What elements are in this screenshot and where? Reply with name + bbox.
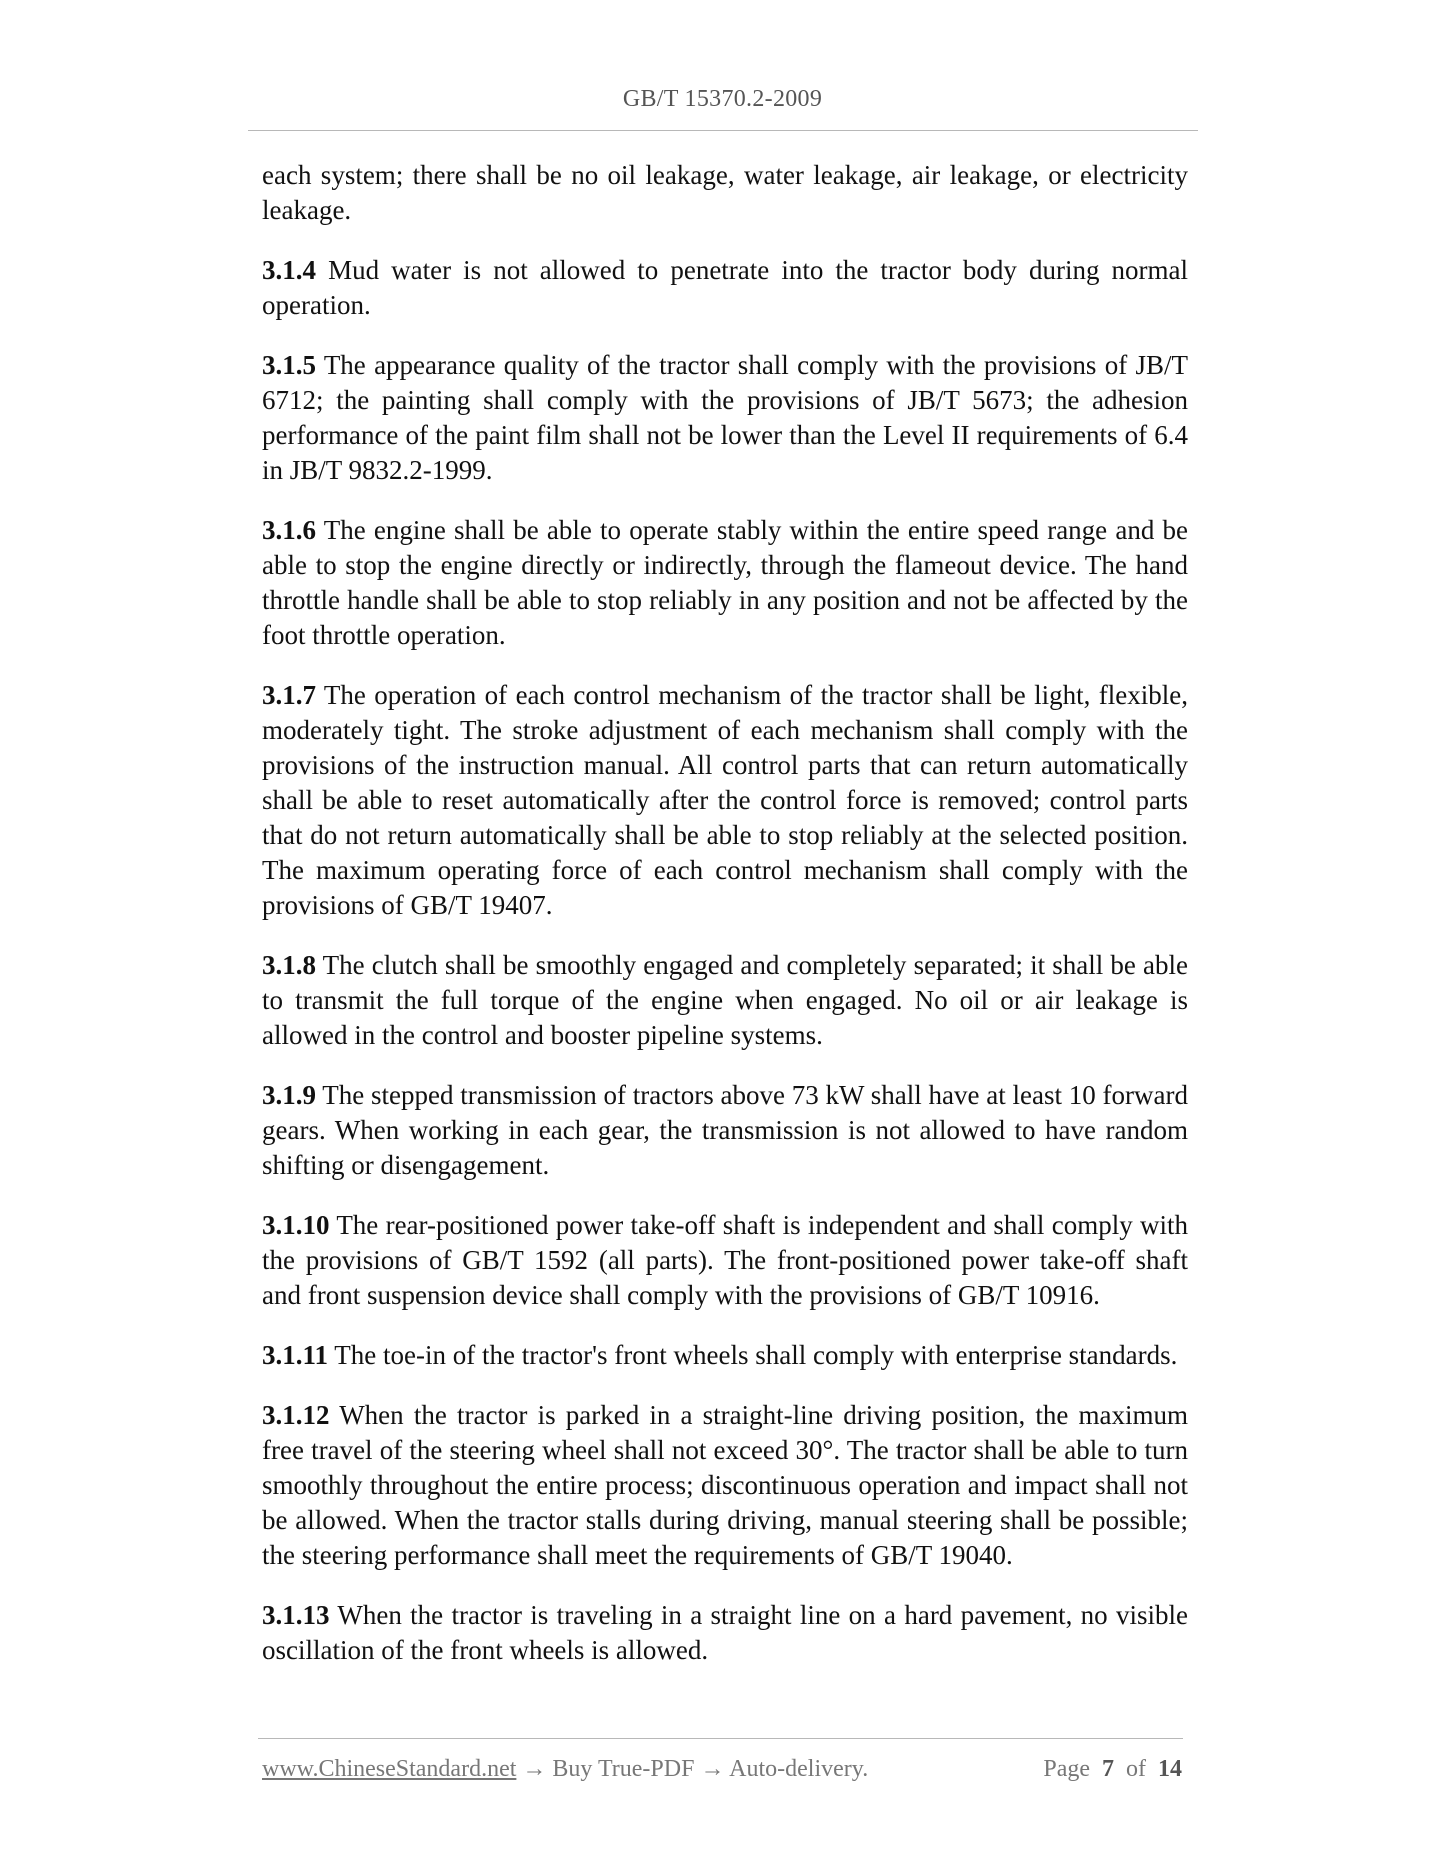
clause-text: When the tractor is traveling in a straight line on a hard pavement, no visible oscillation of the front wheels is allowed. [262,1600,1189,1665]
clause-text: The stepped transmission of tractors above 73 kW shall have at least 10 forward gears. When working in each gear, the transmission is not allowed to have random shifting or disengagement. [262,1080,1188,1180]
document-header-title: GB/T 15370.2-2009 [622,86,823,112]
clause-text: The clutch shall be smoothly engaged and completely separated; it shall be able to transmit the full torque of the engine when engaged. No oil or air leakage is allowed in the control and booster pipeline systems. [262,950,1189,1050]
paragraph-continuation [262,158,1188,228]
page-indicator [1043,1756,1182,1783]
clause-3-1-12 [262,1398,1188,1573]
header-divider [248,130,1198,131]
clause-3-1-7 [262,678,1188,923]
arrow-right-icon: → [700,1756,725,1782]
clause-text: The operation of each control mechanism of the tractor shall be light, flexible, moderately tight. The stroke adjustment of each mechanism shall comply with the provisions of the instruction manual. All control parts that can return automatically shall be able to reset automatically after the control force is removed; control parts that do not return automatically shall be able to stop reliably at the selected position. The maximum operating force of each control mechanism shall comply with the provisions of GB/T 19407. [262,680,1188,920]
clause-3-1-11 [262,1338,1188,1373]
clause-number: 3.1.8 [262,950,316,980]
clause-3-1-9 [262,1078,1188,1183]
clause-number: 3.1.7 [262,680,316,710]
page-footer [262,1756,1182,1790]
clause-number: 3.1.10 [262,1210,330,1240]
clause-text: The toe-in of the tractor's front wheels shall comply with enterprise standards. [334,1340,1178,1370]
auto-delivery-text: Auto-delivery. [729,1756,869,1782]
clause-text: The rear-positioned power take-off shaft is independent and shall comply with the provisions of GB/T 1592 (all parts). The front-positioned power take-off shaft and front suspension device shall comply with the provisions of GB/T 10916. [262,1210,1188,1310]
clause-3-1-10 [262,1208,1188,1313]
clause-text: When the tractor is parked in a straight-line driving position, the maximum free travel of the steering wheel shall not exceed 30°. The tractor shall be able to turn smoothly throughout the entire process; discontinuous operation and impact shall not be allowed. When the tractor stalls during driving, manual steering shall be possible; the steering performance shall meet the requirements of GB/T 19040. [262,1400,1189,1570]
footer-promo [262,1756,868,1783]
clause-number: 3.1.9 [262,1080,316,1110]
clause-3-1-13 [262,1598,1188,1668]
footer-divider [258,1738,1183,1739]
clause-number: 3.1.6 [262,515,316,545]
website-link[interactable]: www.ChineseStandard.net [262,1756,517,1782]
buy-pdf-text: Buy True-PDF [552,1756,695,1782]
clause-number: 3.1.4 [262,255,316,285]
clause-number: 3.1.11 [262,1340,329,1370]
clause-number: 3.1.5 [262,350,316,380]
arrow-right-icon: → [522,1756,547,1782]
clause-3-1-4 [262,253,1188,323]
page-label: Page [1043,1756,1090,1782]
total-pages-number: 14 [1158,1756,1182,1782]
clause-3-1-5 [262,348,1188,488]
clause-3-1-8 [262,948,1188,1053]
paragraph-text: each system; there shall be no oil leakage, water leakage, air leakage, or electricity leakage. [262,160,1188,225]
clause-text: The appearance quality of the tractor shall comply with the provisions of JB/T 6712; the painting shall comply with the provisions of JB/T 5673; the adhesion performance of the paint film shall not be lower than the Level II requirements of 6.4 in JB/T 9832.2-1999. [262,350,1188,485]
clause-3-1-6 [262,513,1188,653]
clause-text: Mud water is not allowed to penetrate into the tractor body during normal operation. [262,255,1189,320]
clause-number: 3.1.13 [262,1600,330,1630]
clause-text: The engine shall be able to operate stably within the entire speed range and be able to stop the engine directly or indirectly, through the flameout device. The hand throttle handle shall be able to stop reliably in any position and not be affected by the foot throttle operation. [262,515,1188,650]
document-body [262,158,1188,1693]
current-page-number: 7 [1102,1756,1114,1782]
of-label: of [1126,1756,1146,1782]
clause-number: 3.1.12 [262,1400,330,1430]
